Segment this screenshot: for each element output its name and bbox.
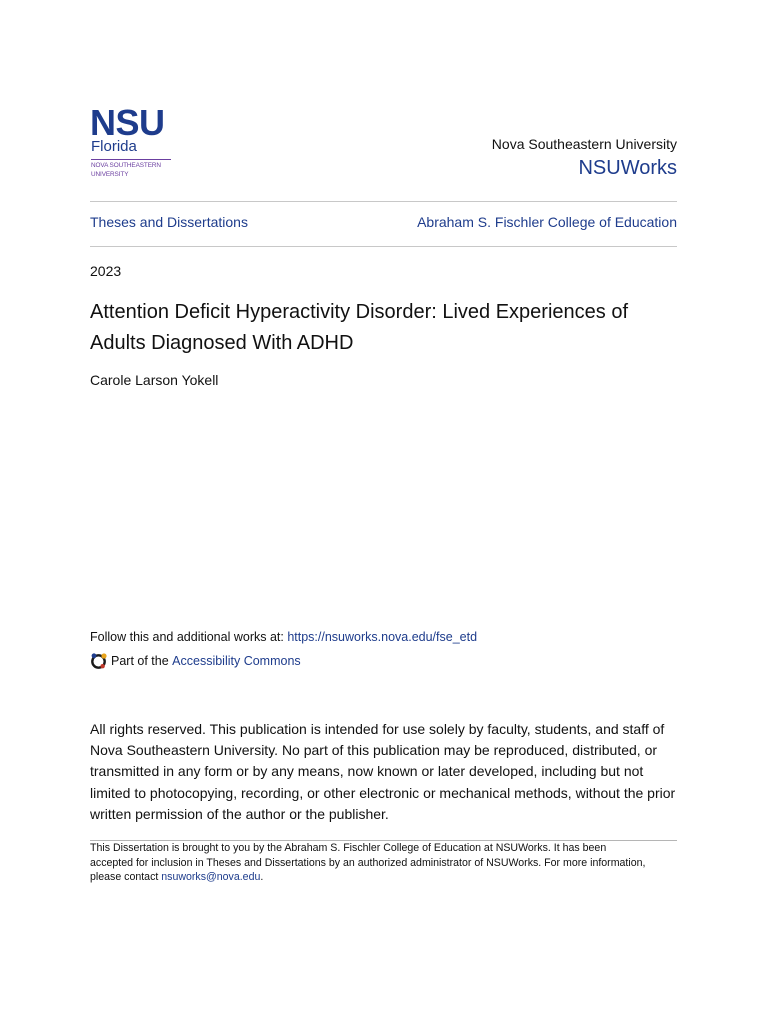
nsu-florida-logo	[90, 102, 174, 178]
footer-notice	[90, 841, 650, 885]
author-name: Carole Larson Yokell	[90, 372, 219, 388]
follow-prefix: Follow this and additional works at:	[90, 630, 288, 644]
publication-year: 2023	[90, 263, 122, 279]
contact-email-link[interactable]: nsuworks@nova.edu	[161, 871, 261, 883]
theses-and-dissertations-link[interactable]: Theses and Dissertations	[90, 214, 248, 230]
accessibility-commons-link[interactable]: Accessibility Commons	[172, 654, 301, 668]
logo-divider	[91, 159, 171, 160]
document-title: Attention Deficit Hyperactivity Disorder: Lived Experiences of Adults Diagnosed With ADHD	[90, 301, 629, 354]
commons-network-icon	[90, 652, 108, 670]
logo-subtitle-line1: NOVA SOUTHEASTERN	[91, 162, 161, 169]
follow-line	[90, 630, 477, 644]
logo-nsu-text: NSU	[90, 102, 165, 143]
footer-suffix: .	[260, 871, 264, 883]
logo-florida-text: Florida	[91, 138, 137, 155]
college-of-education-link[interactable]: Abraham S. Fischler College of Education	[417, 214, 677, 230]
collection-url-link[interactable]: https://nsuworks.nova.edu/fse_etd	[287, 630, 478, 644]
part-of-prefix: Part of the	[111, 654, 173, 668]
university-name: Nova Southeastern University	[491, 136, 677, 152]
repository-name-link[interactable]: NSUWorks	[578, 157, 677, 179]
logo-subtitle-line2: UNIVERSITY	[91, 171, 129, 178]
nav-divider	[90, 246, 677, 247]
top-divider	[90, 201, 677, 202]
part-of-line	[90, 652, 301, 670]
rights-statement: All rights reserved. This publication is intended for use solely by faculty, students, and staff of Nova Southeastern University. No part of this publication may be reproduced, distributed, or transmitted in any form or by any means, now known or later developed, including but not limited to photocopying, recording, or other electronic or mechanical methods, without the prior written permission of the author or the publisher.	[90, 721, 676, 822]
footer-text: This Dissertation is brought to you by the Abraham S. Fischler College of Education at NSUWorks. It has been accepted for inclusion in Theses and Dissertations by an authorized administrator of NSUWorks. For more information, please contact	[90, 842, 646, 883]
